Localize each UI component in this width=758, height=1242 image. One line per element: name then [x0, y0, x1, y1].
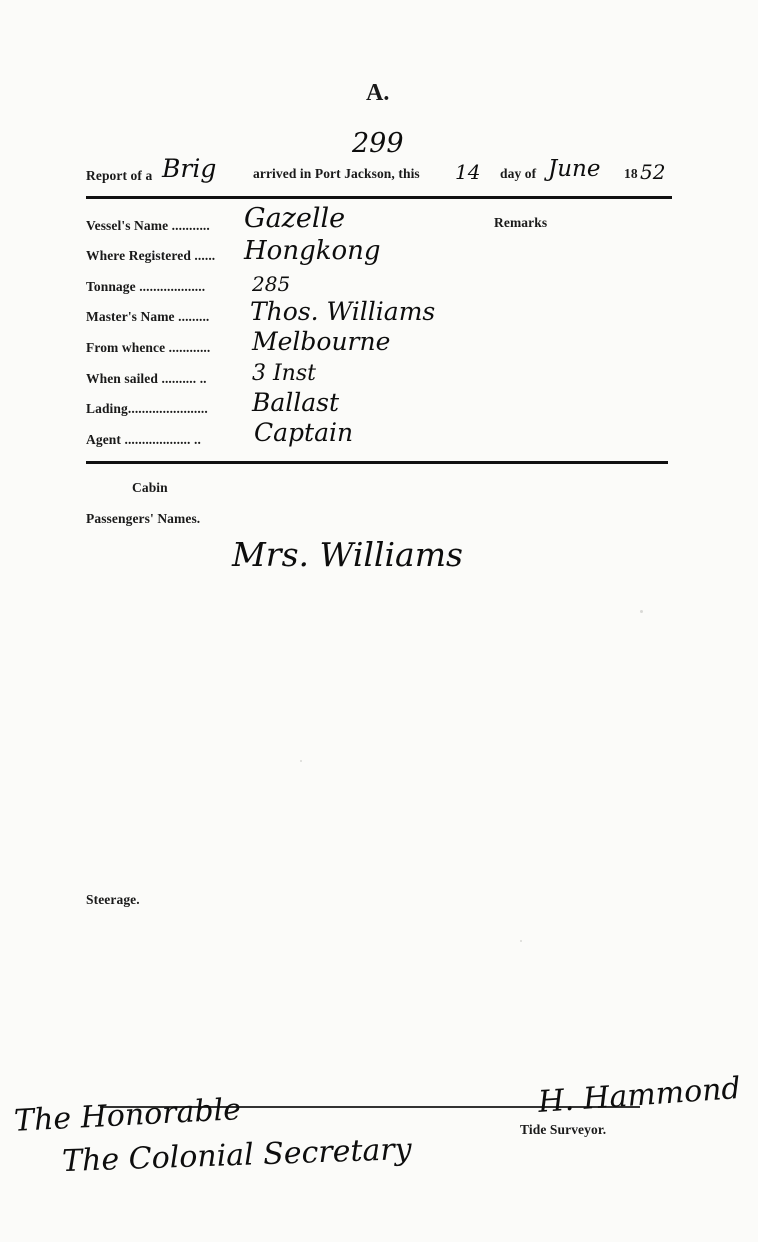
field-value-from-whence: Melbourne [252, 327, 391, 356]
scan-speck [520, 940, 522, 942]
field-label-vessel-name: Vessel's Name ........... [86, 218, 210, 233]
scan-speck [300, 760, 302, 762]
top-rule [86, 196, 672, 199]
form-number: 299 [352, 128, 404, 159]
report-day: 14 [455, 160, 481, 184]
cabin-label: Cabin [132, 480, 168, 495]
form-letter: A. [366, 80, 390, 106]
field-label-masters-name: Master's Name ......... [86, 309, 210, 324]
field-label-agent: Agent ................... .. [86, 432, 201, 447]
report-month: June [548, 156, 601, 182]
signatory-title: Tide Surveyor. [520, 1122, 607, 1137]
report-middle: arrived in Port Jackson, this [253, 166, 420, 181]
field-value-tonnage: 285 [252, 272, 291, 296]
cabin-passenger: Mrs. Williams [232, 535, 463, 574]
remarks-label: Remarks [494, 215, 548, 230]
report-year-printed: 18 [624, 166, 638, 181]
field-value-agent: Captain [254, 418, 354, 447]
field-value-lading: Ballast [252, 388, 340, 417]
field-value-masters-name: Thos. Williams [250, 297, 436, 326]
addressee-line-1: The Honorable [13, 1092, 242, 1139]
field-value-vessel-name: Gazelle [244, 203, 346, 234]
field-label-tonnage: Tonnage ................... [86, 279, 206, 294]
field-value-when-sailed: 3 Inst [252, 361, 316, 386]
report-prefix: Report of a [86, 168, 153, 183]
report-day-label: day of [500, 166, 537, 181]
field-value-where-registered: Hongkong [244, 236, 381, 266]
addressee-line-2: The Colonial Secretary [61, 1131, 413, 1180]
vessel-type: Brig [162, 154, 217, 183]
scan-speck [640, 610, 643, 613]
field-label-when-sailed: When sailed .......... .. [86, 371, 207, 386]
middle-rule [86, 461, 668, 464]
surveyor-signature: H. Hammond [537, 1070, 742, 1121]
steerage-label: Steerage. [86, 892, 140, 907]
passengers-names-label: Passengers' Names. [86, 511, 201, 526]
field-label-where-registered: Where Registered ...... [86, 248, 216, 263]
field-label-from-whence: From whence ............ [86, 340, 211, 355]
report-year-written: 52 [640, 160, 666, 184]
field-label-lading: Lading....................... [86, 401, 208, 416]
